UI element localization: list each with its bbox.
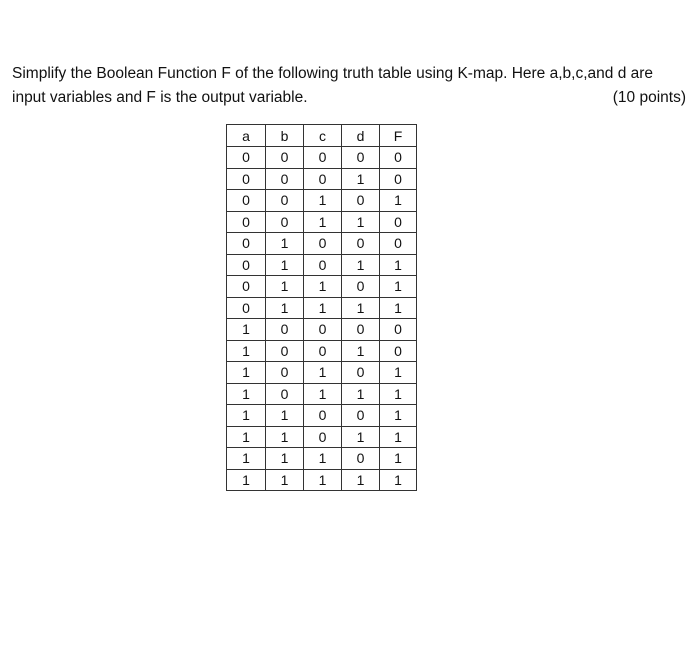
cell-b: 1: [266, 254, 304, 276]
truth-table: [226, 124, 417, 491]
cell-a: 1: [227, 469, 266, 491]
cell-d: 0: [342, 448, 380, 470]
header-c: c: [304, 125, 342, 147]
cell-d: 0: [342, 233, 380, 255]
cell-c: 1: [304, 469, 342, 491]
cell-c: 1: [304, 276, 342, 298]
question-line-2: input variables and F is the output variable.: [12, 89, 308, 106]
cell-a: 1: [227, 426, 266, 448]
table-row: [227, 383, 417, 405]
cell-d: 1: [342, 211, 380, 233]
table-row: [227, 319, 417, 341]
cell-a: 1: [227, 383, 266, 405]
cell-c: 0: [304, 254, 342, 276]
cell-b: 1: [266, 297, 304, 319]
cell-f: 0: [380, 211, 417, 233]
question-line-2-row: [12, 86, 688, 110]
cell-b: 0: [266, 211, 304, 233]
cell-f: 1: [380, 362, 417, 384]
cell-c: 1: [304, 362, 342, 384]
cell-a: 0: [227, 211, 266, 233]
cell-d: 1: [342, 297, 380, 319]
question-line-1: Simplify the Boolean Function F of the following truth table using K-map. Here a,b,c,and d are: [12, 65, 654, 82]
cell-c: 0: [304, 233, 342, 255]
cell-d: 0: [342, 319, 380, 341]
cell-c: 1: [304, 190, 342, 212]
table-row: [227, 190, 417, 212]
table-row: [227, 168, 417, 190]
cell-a: 0: [227, 233, 266, 255]
cell-f: 1: [380, 448, 417, 470]
cell-a: 0: [227, 276, 266, 298]
points-label: (10 points): [612, 89, 686, 106]
cell-f: 0: [380, 319, 417, 341]
table-row: [227, 362, 417, 384]
cell-b: 1: [266, 276, 304, 298]
cell-b: 0: [266, 319, 304, 341]
table-row: [227, 276, 417, 298]
table-row: [227, 448, 417, 470]
cell-b: 1: [266, 426, 304, 448]
cell-a: 0: [227, 147, 266, 169]
cell-b: 1: [266, 405, 304, 427]
cell-a: 1: [227, 319, 266, 341]
cell-d: 1: [342, 254, 380, 276]
cell-c: 1: [304, 448, 342, 470]
question-text: [12, 62, 688, 110]
cell-c: 0: [304, 319, 342, 341]
cell-f: 1: [380, 276, 417, 298]
cell-c: 1: [304, 297, 342, 319]
header-b: b: [266, 125, 304, 147]
cell-d: 1: [342, 469, 380, 491]
cell-d: 1: [342, 383, 380, 405]
cell-c: 0: [304, 426, 342, 448]
cell-b: 0: [266, 362, 304, 384]
header-a: a: [227, 125, 266, 147]
cell-d: 1: [342, 340, 380, 362]
cell-f: 1: [380, 190, 417, 212]
cell-c: 0: [304, 405, 342, 427]
cell-f: 1: [380, 297, 417, 319]
cell-d: 0: [342, 276, 380, 298]
cell-b: 0: [266, 340, 304, 362]
cell-c: 0: [304, 168, 342, 190]
table-row: [227, 426, 417, 448]
cell-b: 1: [266, 448, 304, 470]
cell-a: 1: [227, 405, 266, 427]
cell-d: 1: [342, 426, 380, 448]
cell-f: 1: [380, 469, 417, 491]
truth-table-body: [227, 147, 417, 491]
cell-d: 0: [342, 405, 380, 427]
cell-f: 0: [380, 233, 417, 255]
cell-c: 0: [304, 147, 342, 169]
cell-a: 0: [227, 190, 266, 212]
cell-f: 1: [380, 426, 417, 448]
cell-b: 1: [266, 233, 304, 255]
cell-c: 1: [304, 211, 342, 233]
table-row: [227, 211, 417, 233]
cell-b: 0: [266, 147, 304, 169]
cell-a: 1: [227, 448, 266, 470]
cell-c: 0: [304, 340, 342, 362]
cell-b: 0: [266, 168, 304, 190]
table-row: [227, 405, 417, 427]
cell-b: 0: [266, 383, 304, 405]
header-f: F: [380, 125, 417, 147]
cell-a: 0: [227, 297, 266, 319]
table-row: [227, 340, 417, 362]
cell-b: 1: [266, 469, 304, 491]
table-row: [227, 233, 417, 255]
table-row: [227, 469, 417, 491]
cell-a: 1: [227, 340, 266, 362]
table-row: [227, 297, 417, 319]
cell-d: 0: [342, 190, 380, 212]
cell-b: 0: [266, 190, 304, 212]
cell-f: 0: [380, 147, 417, 169]
table-row: [227, 254, 417, 276]
cell-a: 0: [227, 254, 266, 276]
cell-f: 0: [380, 168, 417, 190]
cell-a: 1: [227, 362, 266, 384]
cell-f: 1: [380, 383, 417, 405]
cell-d: 1: [342, 168, 380, 190]
cell-a: 0: [227, 168, 266, 190]
header-d: d: [342, 125, 380, 147]
cell-c: 1: [304, 383, 342, 405]
truth-table-header-row: [227, 125, 417, 147]
cell-f: 0: [380, 340, 417, 362]
cell-d: 0: [342, 362, 380, 384]
cell-f: 1: [380, 254, 417, 276]
cell-d: 0: [342, 147, 380, 169]
cell-f: 1: [380, 405, 417, 427]
table-row: [227, 147, 417, 169]
